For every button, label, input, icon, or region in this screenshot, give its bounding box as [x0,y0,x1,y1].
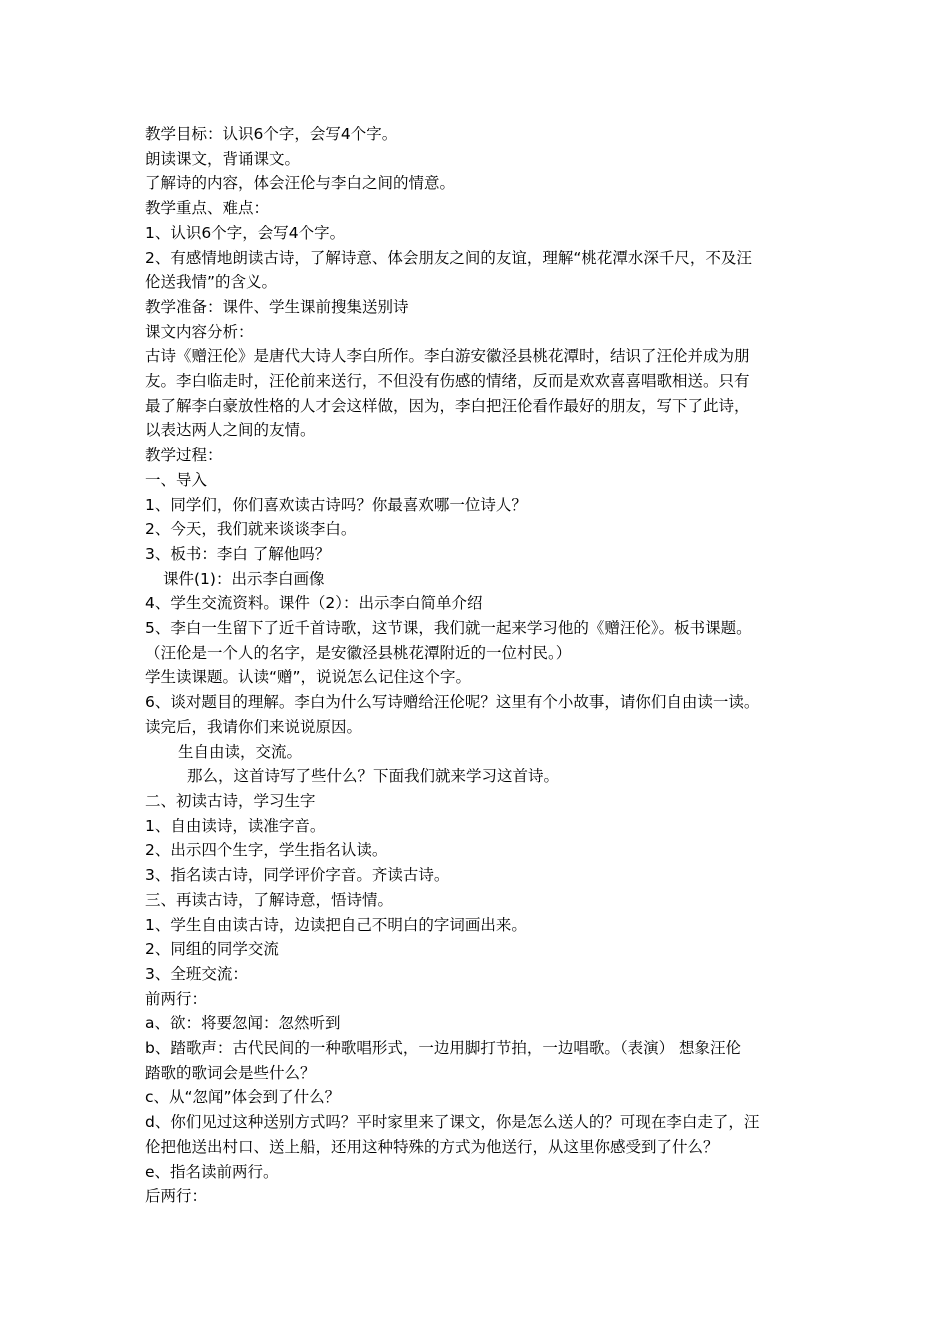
text-line: d、你们见过这种送别方式吗？平时家里来了课文，你是怎么送人的？可现在李白走了，汪 [145,1113,760,1132]
text-line: 朗读课文，背诵课文。 [145,149,301,168]
text-line: 1、自由读诗，读准字音。 [145,816,326,835]
text-line: 6、谈对题目的理解。李白为什么写诗赠给汪伦呢？这里有个小故事，请你们自由读一读。 [145,693,760,712]
section-heading: 一、导入 [145,470,208,489]
text-line: 1、同学们，你们喜欢读古诗吗？你最喜欢哪一位诗人？ [145,495,527,514]
text-line: 3、全班交流： [145,964,248,983]
text-line: c、从“忽闻”体会到了什么？ [145,1088,341,1107]
section-heading: 课文内容分析： [145,322,254,341]
text-line: 2、有感情地朗读古诗，了解诗意、体会朋友之间的友谊，理解“桃花潭水深千尺，不及汪 [145,248,752,267]
section-heading: 教学过程： [145,446,223,465]
text-line: 2、出示四个生字，学生指名认读。 [145,841,388,860]
text-line: 前两行： [145,989,208,1008]
text-line: 后两行： [145,1187,208,1206]
text-line: 4、学生交流资料。课件（2）：出示李白简单介绍 [145,594,483,613]
text-line: 读完后，我请你们来说说原因。 [145,717,363,736]
text-line: 2、同组的同学交流 [145,940,279,959]
text-line: 生自由读，交流。 [178,742,303,761]
text-line: a、欲：将要忽闻：忽然听到 [145,1014,341,1033]
section-heading: 二、初读古诗，学习生字 [145,791,316,810]
section-heading: 教学重点、难点： [145,199,270,218]
text-line: 2、今天，我们就来谈谈李白。 [145,520,357,539]
text-line: 1、认识6个字，会写4个字。 [145,223,346,242]
text-line: 古诗《赠汪伦》是唐代大诗人李白所作。李白游安徽泾县桃花潭时，结识了汪伦并成为朋 [145,347,750,366]
text-line: 学生读课题。认读“赠”，说说怎么记住这个字。 [145,668,472,687]
text-line: b、踏歌声：古代民间的一种歌唱形式，一边用脚打节拍，一边唱歌。（表演） 想象汪伦 [145,1039,742,1058]
text-line: 那么，这首诗写了些什么？下面我们就来学习这首诗。 [187,767,560,786]
text-line: 3、板书：李白 了解他吗？ [145,544,331,563]
text-line: 教学目标：认识6个字，会写4个字。 [145,125,398,143]
text-line: 踏歌的歌词会是些什么？ [145,1063,316,1082]
text-line: 了解诗的内容，体会汪伦与李白之间的情意。 [145,174,456,193]
text-line: （汪伦是一个人的名字，是安徽泾县桃花潭附近的一位村民。） [145,643,572,662]
text-line: 课件(1)：出示李白画像 [163,569,325,588]
text-line: 1、学生自由读古诗，边读把自己不明白的字词画出来。 [145,915,527,934]
text-line: 5、李白一生留下了近千首诗歌，这节课，我们就一起来学习他的《赠汪伦》。板书课题。 [145,619,752,638]
text-line: 伦把他送出村口、送上船，还用这种特殊的方式为他送行，从这里你感受到了什么？ [145,1137,719,1156]
document-page [145,122,810,1209]
text-line: 友。李白临走时，汪伦前来送行，不但没有伤感的情绪，反而是欢欢喜喜唱歌相送。只有 [145,372,750,391]
text-line: 教学准备：课件、学生课前搜集送别诗 [145,297,409,316]
text-line: e、指名读前两行。 [145,1162,279,1181]
section-heading: 三、再读古诗，了解诗意，悟诗情。 [145,890,394,909]
text-line: 伦送我情”的含义。 [145,273,278,292]
text-line: 最了解李白豪放性格的人才会这样做，因为，李白把汪伦看作最好的朋友，写下了此诗， [145,396,750,415]
text-line: 3、指名读古诗，同学评价字音。齐读古诗。 [145,866,450,885]
text-line: 以表达两人之间的友情。 [145,421,316,440]
